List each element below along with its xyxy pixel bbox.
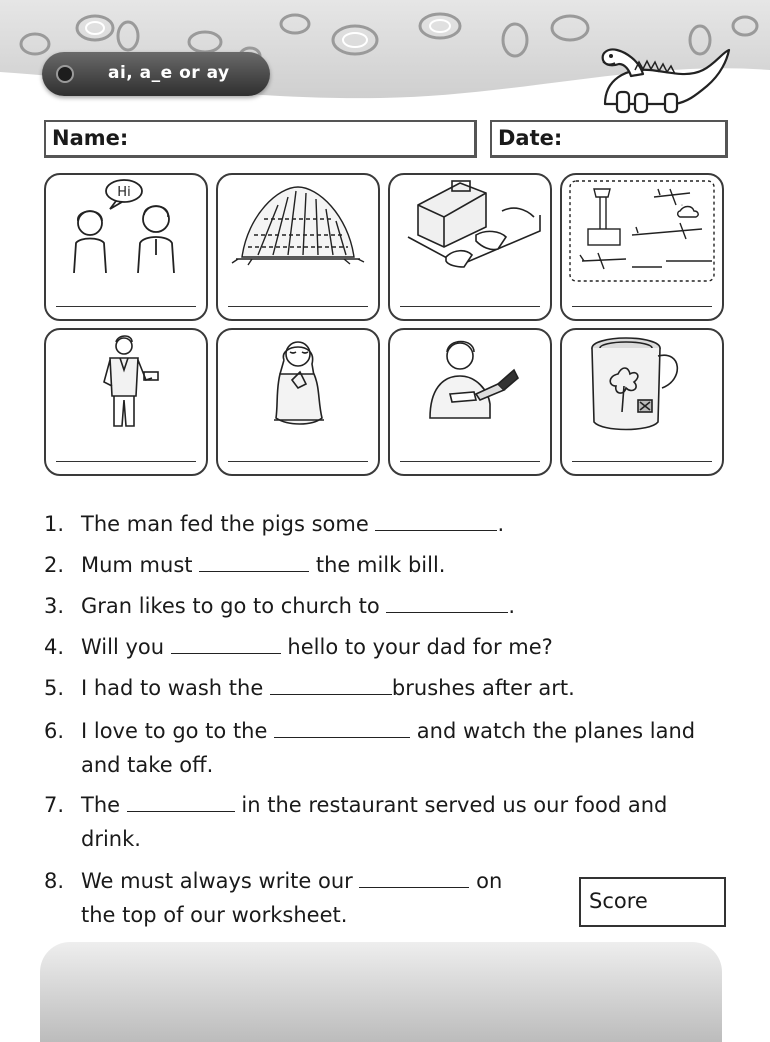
score-box[interactable] <box>579 877 726 927</box>
score-label: Score <box>589 889 648 913</box>
answer-line[interactable] <box>56 461 196 462</box>
sentence-text: on <box>469 869 502 893</box>
two-people-greeting-icon <box>46 175 206 320</box>
sentence-item <box>44 671 575 705</box>
haystack-icon <box>218 175 378 320</box>
answer-blank[interactable] <box>274 719 410 738</box>
man-painting-icon <box>390 330 550 475</box>
date-label: Date: <box>498 126 562 150</box>
sentence-text: Will you <box>81 635 171 659</box>
picture-card <box>388 328 552 476</box>
answer-blank[interactable] <box>375 512 497 531</box>
sentence-item <box>44 548 445 582</box>
sentence-text: the top of our worksheet. <box>44 898 502 932</box>
sentence-number: 2. <box>44 548 81 582</box>
sentence-text: and watch the planes land <box>410 719 695 743</box>
answer-line[interactable] <box>400 461 540 462</box>
sentence-text: I love to go to the <box>81 719 274 743</box>
sentence-text: Mum must <box>81 553 199 577</box>
sentence-text: Gran likes to go to church to <box>81 594 386 618</box>
speech-text: Hi <box>117 185 130 200</box>
answer-line[interactable] <box>400 306 540 307</box>
answer-line[interactable] <box>572 461 712 462</box>
sentence-item <box>44 864 502 932</box>
name-field[interactable] <box>44 120 477 158</box>
answer-line[interactable] <box>228 306 368 307</box>
picture-card <box>44 328 208 476</box>
sentence-text: The <box>81 793 127 817</box>
sentence-item <box>44 714 695 782</box>
praying-girl-icon <box>218 330 378 475</box>
sentence-number: 8. <box>44 864 81 898</box>
picture-card <box>560 328 724 476</box>
answer-blank[interactable] <box>127 793 235 812</box>
picture-card <box>388 173 552 321</box>
answer-line[interactable] <box>228 461 368 462</box>
date-field[interactable] <box>490 120 728 158</box>
sentence-number: 4. <box>44 630 81 664</box>
sentence-text: the milk bill. <box>309 553 445 577</box>
sentence-text: . <box>508 594 515 618</box>
sentence-text: drink. <box>44 822 667 856</box>
sentence-text: I had to wash the <box>81 676 270 700</box>
paint-tin-icon <box>562 330 722 475</box>
sentence-item <box>44 507 504 541</box>
sentence-item <box>44 630 553 664</box>
answer-blank[interactable] <box>270 676 392 695</box>
picture-card <box>44 173 208 321</box>
name-label: Name: <box>52 126 128 150</box>
answer-line[interactable] <box>572 306 712 307</box>
airport-icon <box>562 175 722 320</box>
sentence-number: 3. <box>44 589 81 623</box>
sentence-text: We must always write our <box>81 869 359 893</box>
sentence-text: The man fed the pigs some <box>81 512 375 536</box>
dinosaur-icon <box>595 30 735 116</box>
paying-at-till-icon <box>390 175 550 320</box>
sentence-number: 7. <box>44 788 81 822</box>
topic-tab <box>42 52 270 96</box>
top-banner <box>0 0 770 108</box>
sentence-item <box>44 788 667 856</box>
answer-blank[interactable] <box>171 635 281 654</box>
answer-blank[interactable] <box>386 594 508 613</box>
answer-blank[interactable] <box>359 869 469 888</box>
bullet-icon <box>56 65 74 83</box>
sentence-text: and take off. <box>44 748 695 782</box>
sentence-text: in the restaurant served us our food and <box>235 793 668 817</box>
footer-bar <box>40 942 722 1042</box>
topic-label: ai, a_e or ay <box>108 63 230 83</box>
picture-card <box>216 173 380 321</box>
sentence-text: brushes after art. <box>392 676 575 700</box>
sentence-number: 5. <box>44 671 81 705</box>
answer-line[interactable] <box>56 306 196 307</box>
sentence-text: . <box>497 512 504 536</box>
picture-card <box>560 173 724 321</box>
sentence-number: 1. <box>44 507 81 541</box>
sentence-text: hello to your dad for me? <box>281 635 553 659</box>
answer-blank[interactable] <box>199 553 309 572</box>
waiter-icon <box>46 330 206 475</box>
picture-card <box>216 328 380 476</box>
sentence-number: 6. <box>44 714 81 748</box>
sentence-item <box>44 589 515 623</box>
